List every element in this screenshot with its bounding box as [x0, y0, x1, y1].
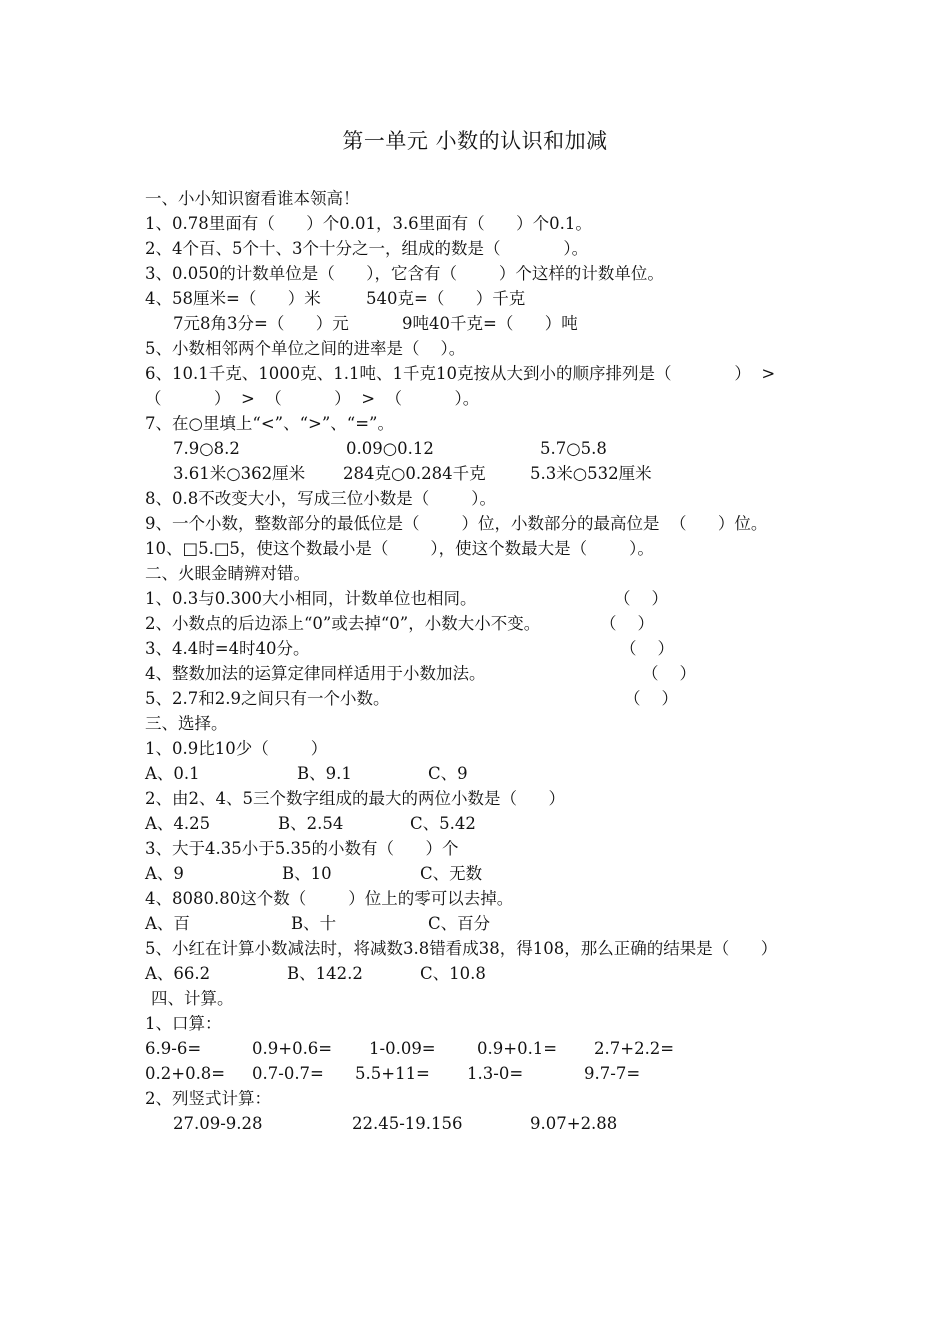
choice-4: 4、8080.80这个数（ ）位上的零可以去掉。 — [145, 889, 514, 908]
vertical-calc-label: 2、列竖式计算： — [145, 1089, 271, 1108]
judge-2: 2、小数点的后边添上“0”或去掉“0”，小数大小不变。 — [145, 614, 541, 633]
judge-3-mark: （ ） — [620, 639, 674, 658]
choice-1-a: A、0.1 — [145, 764, 200, 783]
choice-1-c: C、9 — [428, 764, 468, 783]
question-1-4a-left: 4、58厘米=（ ）米 — [145, 289, 321, 308]
oral-2: 0.9+0.6= — [252, 1039, 333, 1058]
question-1-4b-right: 9吨40千克=（ ）吨 — [402, 314, 578, 333]
judge-2-mark: （ ） — [600, 614, 654, 633]
choice-1: 1、0.9比10少（ ） — [145, 739, 328, 758]
question-1-7: 7、在○里填上“<”、“>”、“=”。 — [145, 414, 394, 433]
oral-calc-label: 1、口算： — [145, 1014, 222, 1033]
judge-4: 4、整数加法的运算定律同样适用于小数加法。 — [145, 664, 486, 683]
vertical-3: 9.07+2.88 — [530, 1114, 618, 1133]
question-1-6b: （ ） > （ ） > （ ）。 — [145, 389, 480, 408]
choice-3-a: A、9 — [145, 864, 184, 883]
judge-5: 5、2.7和2.9之间只有一个小数。 — [145, 689, 390, 708]
choice-2-c: C、5.42 — [410, 814, 476, 833]
choice-5: 5、小红在计算小数减法时，将减数3.8错看成38，得108，那么正确的结果是（ ） — [145, 939, 778, 958]
compare-6: 5.3米○532厘米 — [530, 464, 652, 483]
oral-1: 6.9-6= — [145, 1039, 202, 1058]
page-title: 第一单元 小数的认识和加减 — [342, 129, 608, 153]
compare-1: 7.9○8.2 — [173, 439, 240, 458]
compare-5: 284克○0.284千克 — [343, 464, 486, 483]
oral-5: 2.7+2.2= — [594, 1039, 675, 1058]
choice-2-b: B、2.54 — [278, 814, 344, 833]
question-1-10: 10、□5.□5，使这个数最小是（ ），使这个数最大是（ ）。 — [145, 539, 654, 558]
question-1-5: 5、小数相邻两个单位之间的进率是（ ）。 — [145, 339, 466, 358]
oral-7: 0.7-0.7= — [252, 1064, 324, 1083]
question-1-9: 9、一个小数，整数部分的最低位是（ ）位，小数部分的最高位是 （ ）位。 — [145, 514, 768, 533]
question-1-4b-left: 7元8角3分=（ ）元 — [173, 314, 349, 333]
choice-4-a: A、百 — [145, 914, 190, 933]
choice-4-c: C、百分 — [428, 914, 491, 933]
choice-3-b: B、10 — [282, 864, 332, 883]
question-1-1: 1、0.78里面有（ ）个0.01，3.6里面有（ ）个0.1。 — [145, 214, 592, 233]
oral-3: 1-0.09= — [369, 1039, 436, 1058]
oral-8: 5.5+11= — [355, 1064, 430, 1083]
section-1-heading: 一、小小知识窗看谁本领高！ — [145, 189, 360, 208]
choice-1-b: B、9.1 — [297, 764, 352, 783]
judge-3: 3、4.4时=4时40分。 — [145, 639, 310, 658]
section-3-heading: 三、选择。 — [145, 714, 228, 733]
vertical-1: 27.09-9.28 — [173, 1114, 263, 1133]
choice-2: 2、由2、4、5三个数字组成的最大的两位小数是（ ） — [145, 789, 565, 808]
section-4-heading: 四、计算。 — [151, 989, 234, 1008]
judge-5-mark: （ ） — [624, 689, 678, 708]
oral-10: 9.7-7= — [584, 1064, 641, 1083]
question-1-4a-right: 540克=（ ）千克 — [366, 289, 526, 308]
oral-9: 1.3-0= — [467, 1064, 524, 1083]
oral-4: 0.9+0.1= — [477, 1039, 558, 1058]
question-1-3: 3、0.050的计数单位是（ ），它含有（ ）个这样的计数单位。 — [145, 264, 664, 283]
choice-5-b: B、142.2 — [287, 964, 363, 983]
choice-2-a: A、4.25 — [145, 814, 211, 833]
choice-5-a: A、66.2 — [145, 964, 211, 983]
vertical-2: 22.45-19.156 — [352, 1114, 463, 1133]
judge-1-mark: （ ） — [614, 589, 668, 608]
question-1-2: 2、4个百、5个十、3个十分之一，组成的数是（ ）。 — [145, 239, 589, 258]
oral-6: 0.2+0.8= — [145, 1064, 226, 1083]
section-2-heading: 二、火眼金睛辨对错。 — [145, 564, 310, 583]
judge-4-mark: （ ） — [642, 664, 696, 683]
judge-1: 1、0.3与0.300大小相同，计数单位也相同。 — [145, 589, 477, 608]
choice-3: 3、大于4.35小于5.35的小数有（ ）个 — [145, 839, 459, 858]
compare-3: 5.7○5.8 — [540, 439, 607, 458]
choice-5-c: C、10.8 — [420, 964, 486, 983]
question-1-6a: 6、10.1千克、1000克、1.1吨、1千克10克按从大到小的顺序排列是（ ） > — [145, 364, 776, 383]
choice-4-b: B、十 — [291, 914, 337, 933]
choice-3-c: C、无数 — [420, 864, 483, 883]
question-1-8: 8、0.8不改变大小，写成三位小数是（ ）。 — [145, 489, 496, 508]
compare-2: 0.09○0.12 — [346, 439, 434, 458]
compare-4: 3.61米○362厘米 — [173, 464, 306, 483]
